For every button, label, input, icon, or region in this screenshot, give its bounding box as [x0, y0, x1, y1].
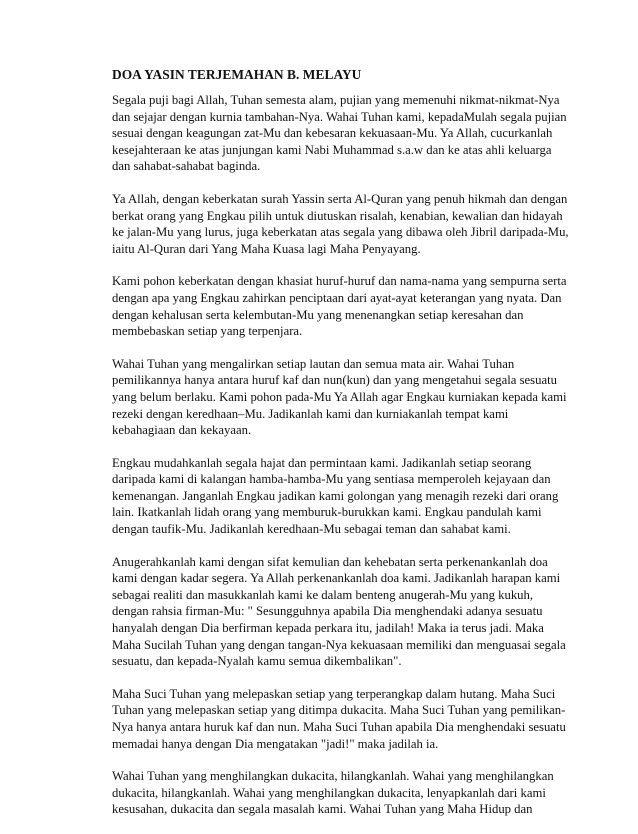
paragraph-5: Engkau mudahkanlah segala hajat dan permintaan kami. Jadikanlah setiap seorang daripada kami di kalangan hamba-hamba-Mu yang sentiasa memperoleh kejayaan dan kemenangan. Janganlah Engkau jadikan kami golongan yang menagih rezeki dari orang lain. Ikatkanlah lidah orang yang memburuk-burukkan kami. Engkau pandulah kami dengan taufik-Mu. Jadikanlah keredhaan-Mu sebagai teman dan sahabat kami.: [112, 455, 559, 537]
document-title: DOA YASIN TERJEMAHAN B. MELAYU: [112, 67, 362, 82]
paragraph-8: Wahai Tuhan yang menghilangkan dukacita, hilangkanlah. Wahai yang menghilangkan dukacita, hilangkanlah. Wahai yang menghilangkan dukacita, lenyapkanlah dari kami kesusahan, dukacita dan segala masalah kami. Wahai Tuhan yang Maha Hidup dan: [112, 769, 554, 817]
paragraph-7: Maha Suci Tuhan yang melepaskan setiap yang terperangkap dalam hutang. Maha Suci Tuhan yang melepaskan setiap yang ditimpa dukacita. Maha Suci Tuhan yang pemilikan-Nya hanya antara huruk kaf dan nun. Maha Suci Tuhan apabila Dia menghendaki sesuatu memadai hanya dengan Dia mengatakan "jadi!" maka jadilah ia.: [112, 686, 566, 751]
document-page: [112, 66, 570, 834]
paragraph-1: Segala puji bagi Allah, Tuhan semesta alam, pujian yang memenuhi nikmat-nikmat-Nya dan sejajar dengan kurnia tambahan-Nya. Wahai Tuhan kami, kepadaMulah segala pujian sesuai dengan keagungan zat-Mu dan kebesaran kekuasaan-Mu. Ya Allah, cucurkanlah kesejahteraan ke atas junjungan kami Nabi Muhammad s.a.w dan ke atas ahli keluarga dan sahabat-sahabat baginda.: [112, 93, 567, 174]
paragraph-3: Kami pohon keberkatan dengan khasiat huruf-huruf dan nama-nama yang sempurna serta dengan apa yang Engkau zahirkan penciptaan dari ayat-ayat keterangan yang nyata. Dan dengan kehalusan serta kelembutan-Mu yang menenangkan setiap keresahan dan membebaskan setiap yang terpenjara.: [112, 274, 567, 339]
paragraph-2: Ya Allah, dengan keberkatan surah Yassin serta Al-Quran yang penuh hikmah dan dengan berkat orang yang Engkau pilih untuk diutuskan risalah, kenabian, kewalian dan hidayah ke jalan-Mu yang lurus, juga keberkatan atas segala yang dibawa oleh Jibril daripada-Mu, iaitu Al-Quran dari Yang Maha Kuasa lagi Maha Penyayang.: [112, 191, 569, 256]
paragraph-6: Anugerahkanlah kami dengan sifat kemulian dan kehebatan serta perkenankanlah doa kami dengan kadar segera. Ya Allah perkenankanlah doa kami. Jadikanlah harapan kami sebagai realiti dan masukkanlah kami ke dalam benteng anugerah-Mu yang kukuh, dengan rahsia firman-Mu: " Sesungguhnya apabila Dia menghendaki adanya sesuatu hanyalah dengan Dia berfirman kepada perkara itu, jadilah! Maka ia terus jadi. Maka Maha Sucilah Tuhan yang dengan tangan-Nya kekuasaan memiliki dan menguasai segala sesuatu, dan kepada-Nyalah kamu semua dikembalikan".: [112, 554, 566, 669]
paragraph-4: Wahai Tuhan yang mengalirkan setiap lautan dan semua mata air. Wahai Tuhan pemilikannya hanya antara huruf kaf dan nun(kun) dan yang mengetahui segala sesuatu yang belum berlaku. Kami pohon pada-Mu Ya Allah agar Engkau kurniakan kepada kami rezeki dengan keredhaan–Mu. Jadikanlah kami dan kurniakanlah tempat kami kebahagiaan dan kekayaan.: [112, 356, 567, 438]
